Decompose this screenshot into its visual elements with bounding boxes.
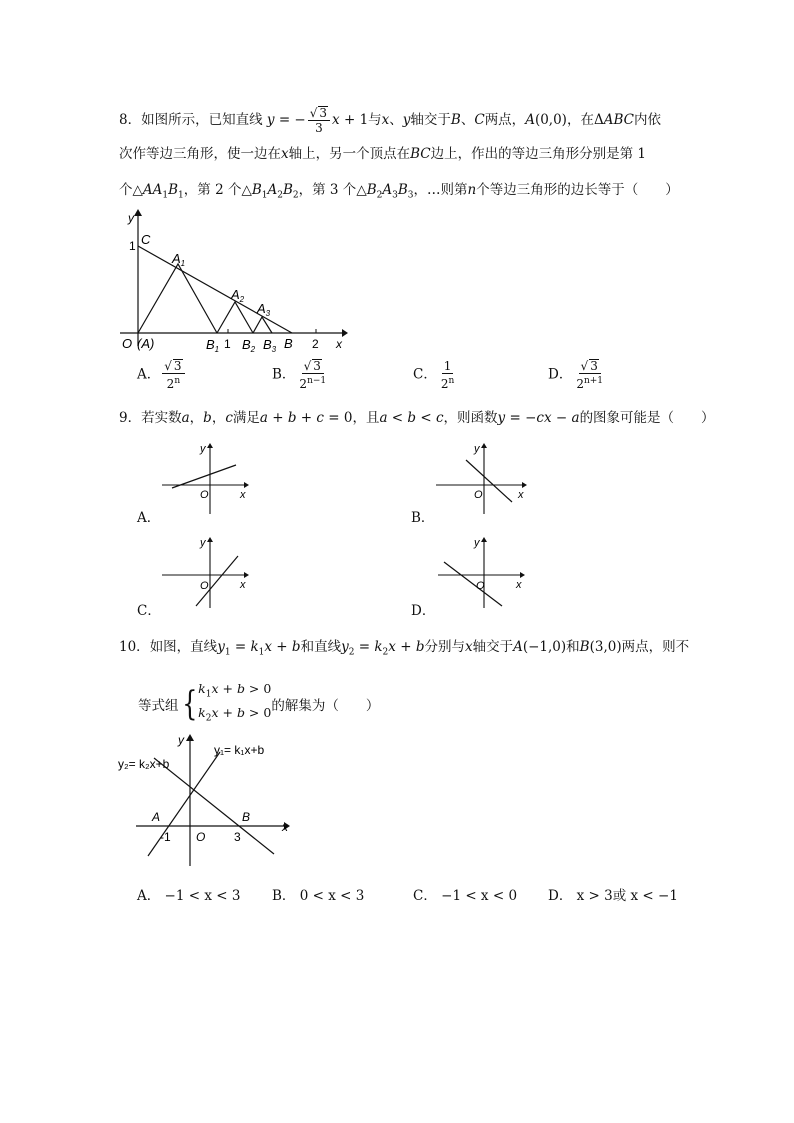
q8-option-c[interactable]: C． $\frac{1}{2^n}$ xyxy=(413,359,455,391)
x-axis-arrow xyxy=(342,329,348,337)
q10-line2: 等式组 { $k_1x + b > 0$ $k_2x + b > 0$ 的解集为（ ） xyxy=(138,680,379,727)
q9-option-d[interactable]: D． xyxy=(411,603,436,619)
q8-number: 8． xyxy=(119,112,142,128)
label-b: B xyxy=(242,810,251,824)
label-y1: y₁= k₁x+b xyxy=(214,743,265,757)
y-axis-arrow xyxy=(186,734,194,741)
q9-graph-b[interactable] xyxy=(434,440,530,516)
q8-line3: 个$\triangle AA_1B_1$，第 2 个$\triangle B_1A_2B_2$，第 3 个$\triangle B_2A_3B_3$，…则第n个等边三角形的边长等于（ ） xyxy=(119,182,679,201)
svg-text:O: O xyxy=(476,580,485,592)
q8-figure xyxy=(118,206,350,356)
graph-d-line xyxy=(444,562,502,606)
svg-text:x: x xyxy=(240,579,246,591)
label-3: 3 xyxy=(234,830,241,844)
label-b: B xyxy=(284,336,293,351)
q8-option-b[interactable]: B． $\frac{√ 3}{2^{n-1}}$ xyxy=(272,359,327,391)
q8-line2: 次作等边三角形，使一边在x轴上，另一个顶点在BC边上，作出的等边三角形分别是第 1 xyxy=(119,146,647,162)
label-b1: $B_1$ xyxy=(206,337,220,354)
q10-line1: 10．如图，直线$y_1 = k_1x + b$和直线$y_2 = k_2x + b$分别与x轴交于A(−1,0)和B(3,0)两点，则不 xyxy=(119,639,690,658)
q9-graph-c[interactable] xyxy=(160,534,252,610)
label-a3: $A_3$ xyxy=(257,301,271,318)
label-1-x: 1 xyxy=(224,337,231,351)
svg-text:O: O xyxy=(200,489,209,501)
q9-graph-a[interactable] xyxy=(160,440,252,516)
svg-text:x: x xyxy=(240,489,246,501)
q8-fraction: $\frac{√ 3}{3}$ xyxy=(308,106,330,135)
q8-option-a[interactable]: A． $\frac{√ 3}{2^n}$ xyxy=(137,359,187,391)
label-a2: $A_2$ xyxy=(231,287,245,304)
label-x: x xyxy=(282,820,288,834)
label-a1: $A_1$ xyxy=(172,251,186,268)
label-b2: $B_2$ xyxy=(242,337,256,354)
label-c: C xyxy=(141,232,151,247)
line-bc xyxy=(138,246,292,333)
q9-option-a[interactable]: A． xyxy=(137,510,161,526)
label-a: A xyxy=(152,810,161,824)
label-y2: y₂= k₂x+b xyxy=(118,757,170,771)
label-minus-1: -1 xyxy=(160,830,171,844)
triangle-3 xyxy=(253,317,272,333)
inequality-system: { $k_1x + b > 0$ $k_2x + b > 0$ xyxy=(181,681,272,724)
graph-b-line xyxy=(466,460,512,502)
label-x: x xyxy=(336,337,342,351)
q9-text: 9．若实数a，b，c满足a + b + c = 0，且a < b < c，则函数y = −cx − a的图象可能是（ ） xyxy=(119,410,715,426)
q9-graph-d[interactable] xyxy=(436,534,528,610)
svg-text:O: O xyxy=(200,580,209,592)
label-2: 2 xyxy=(312,337,319,351)
q9-option-c[interactable]: C． xyxy=(137,603,161,619)
triangle-2 xyxy=(217,302,253,333)
svg-text:O: O xyxy=(474,489,483,501)
svg-text:x: x xyxy=(518,489,524,501)
y-axis-arrow xyxy=(134,209,142,216)
label-o: O xyxy=(196,830,206,844)
q10-option-d[interactable]: D． x > 3或 x < −1 xyxy=(548,888,678,904)
label-a: (A) xyxy=(137,336,155,351)
label-o: O xyxy=(122,336,133,351)
q10-option-a[interactable]: A． −1 < x < 3 xyxy=(137,888,241,904)
label-y: y xyxy=(178,733,184,747)
q8-option-d[interactable]: D． $\frac{√ 3}{2^{n+1}}$ xyxy=(548,359,604,391)
q8-line1: 8．如图所示，已知直线 y = − $\frac{√ 3}{3}$ x + 1与x、y轴交于B、C两点，A(0,0)，在ΔABC内依 xyxy=(119,106,661,135)
q10-option-c[interactable]: C． −1 < x < 0 xyxy=(413,888,518,904)
label-y: y xyxy=(128,211,134,225)
svg-text:x: x xyxy=(516,579,522,591)
q9-option-b[interactable]: B． xyxy=(411,510,435,526)
label-b3: $B_3$ xyxy=(263,337,277,354)
triangle-1 xyxy=(138,264,217,333)
svg-text:y: y xyxy=(200,443,206,455)
q10-figure xyxy=(116,732,300,870)
svg-text:y: y xyxy=(474,443,480,455)
line-y2 xyxy=(154,758,274,854)
q10-option-b[interactable]: B． 0 < x < 3 xyxy=(272,888,365,904)
svg-text:y: y xyxy=(474,537,480,549)
label-1-y: 1 xyxy=(129,239,136,253)
svg-text:y: y xyxy=(200,537,206,549)
